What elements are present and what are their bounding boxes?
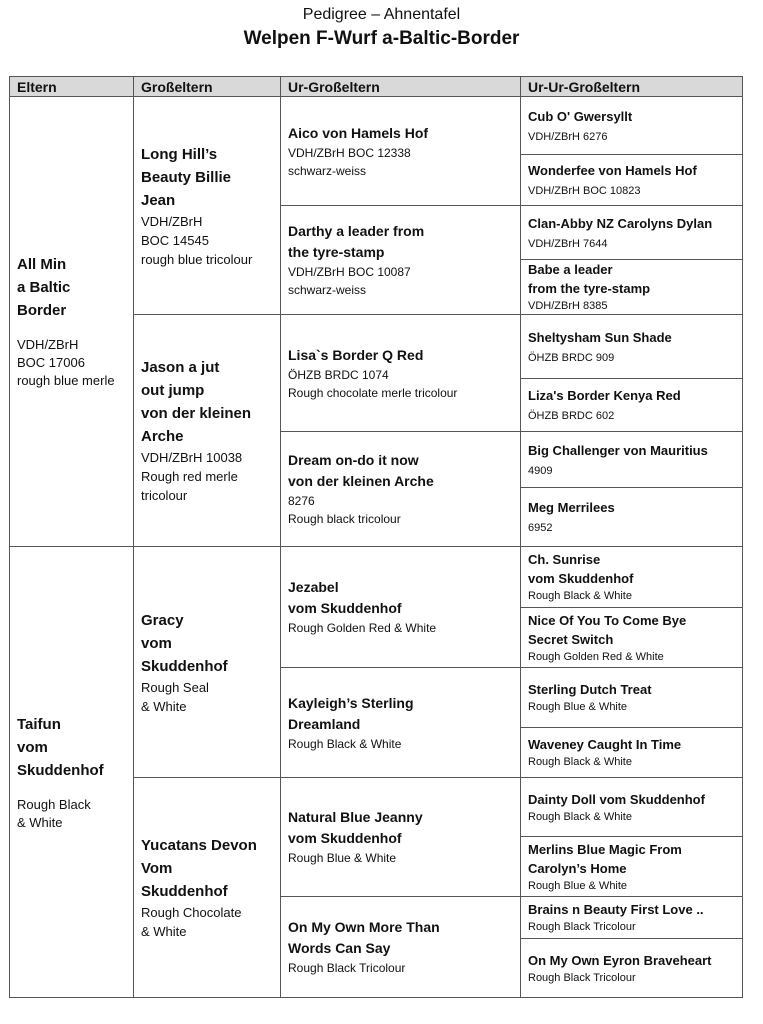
great-great-grandparent-name: Nice Of You To Come Bye Secret Switch bbox=[528, 612, 687, 647]
great-great-grandparent-details: Rough Black Tricolour bbox=[528, 921, 636, 933]
great-great-grandparent-cell bbox=[521, 728, 743, 778]
great-great-grandparent-name: Ch. Sunrise vom Skuddenhof bbox=[528, 552, 634, 586]
great-great-grandparent-name: Brains n Beauty First Love .. bbox=[528, 902, 704, 917]
great-grandparent-name: Darthy a leader from the tyre-stamp bbox=[288, 223, 425, 260]
great-great-grandparent-cell bbox=[521, 608, 743, 668]
header-row bbox=[10, 77, 743, 97]
grandparent-name: Jason a jut out jump von der kleinen Arche bbox=[141, 359, 252, 445]
great-great-grandparent-name: On My Own Eyron Braveheart bbox=[528, 952, 712, 968]
great-great-grandparent-details: 4909 bbox=[528, 464, 553, 477]
grandparent-details: Rough Chocolate & White bbox=[141, 905, 242, 939]
great-great-grandparent-cell bbox=[521, 379, 743, 432]
great-great-grandparent-details: VDH/ZBrH 8385 bbox=[528, 300, 608, 312]
great-grandparent-name: Lisa`s Border Q Red bbox=[288, 346, 424, 363]
great-great-grandparent-name: Sterling Dutch Treat bbox=[528, 682, 652, 697]
document-subtitle: Pedigree – Ahnentafel bbox=[302, 6, 461, 23]
great-grandparent-cell bbox=[281, 97, 521, 206]
parent-name: Taifun vom Skuddenhof bbox=[17, 715, 104, 779]
great-grandparent-cell bbox=[281, 668, 521, 778]
great-great-grandparent-name: Clan-Abby NZ Carolyns Dylan bbox=[528, 215, 713, 231]
grandparent-cell bbox=[134, 547, 281, 778]
great-grandparent-cell bbox=[281, 206, 521, 315]
great-grandparent-name: Natural Blue Jeanny vom Skuddenhof bbox=[288, 809, 423, 846]
great-grandparent-cell bbox=[281, 897, 521, 998]
great-grandparent-cell bbox=[281, 315, 521, 432]
great-great-grandparent-cell bbox=[521, 668, 743, 728]
great-grandparent-details: VDH/ZBrH BOC 10087 schwarz-weiss bbox=[288, 265, 411, 297]
column-header-ur-ur-grosseltern: Ur-Ur-Großeltern bbox=[521, 77, 743, 97]
grandparent-cell bbox=[134, 778, 281, 998]
great-great-grandparent-details: VDH/ZBrH 7644 bbox=[528, 237, 608, 250]
great-great-grandparent-name: Waveney Caught In Time bbox=[528, 737, 682, 752]
great-great-grandparent-cell bbox=[521, 97, 743, 155]
grandparent-cell bbox=[134, 97, 281, 315]
grandparent-name: Gracy vom Skuddenhof bbox=[141, 611, 228, 675]
great-great-grandparent-name: Meg Merrilees bbox=[528, 500, 615, 515]
great-great-grandparent-name: Wonderfee von Hamels Hof bbox=[528, 163, 697, 178]
great-great-grandparent-cell bbox=[521, 778, 743, 837]
great-great-grandparent-details: Rough Black Tricolour bbox=[528, 971, 636, 984]
great-grandparent-details: 8276 Rough black tricolour bbox=[288, 494, 401, 526]
column-header-ur-grosseltern: Ur-Großeltern bbox=[281, 77, 521, 97]
great-great-grandparent-name: Babe a leader from the tyre-stamp bbox=[528, 262, 651, 296]
great-great-grandparent-cell bbox=[521, 897, 743, 939]
great-great-grandparent-cell bbox=[521, 315, 743, 379]
great-great-grandparent-details: VDH/ZBrH 6276 bbox=[528, 130, 608, 143]
column-header-grosseltern: Großeltern bbox=[134, 77, 281, 97]
grandparent-details: Rough Seal & White bbox=[141, 679, 209, 714]
great-great-grandparent-details: 6952 bbox=[528, 522, 553, 534]
great-grandparent-cell bbox=[281, 547, 521, 668]
great-great-grandparent-cell bbox=[521, 155, 743, 206]
great-great-grandparent-name: Sheltysham Sun Shade bbox=[528, 329, 672, 345]
great-great-grandparent-cell bbox=[521, 432, 743, 488]
document-title: Welpen F-Wurf a-Baltic-Border bbox=[243, 28, 520, 49]
pedigree-table bbox=[9, 76, 743, 998]
great-great-grandparent-name: Merlins Blue Magic From Carolyn’s Home bbox=[528, 841, 682, 876]
parent-cell-dam bbox=[10, 547, 134, 998]
great-great-grandparent-details: ÖHZB BRDC 602 bbox=[528, 410, 615, 422]
great-great-grandparent-details: Rough Golden Red & White bbox=[528, 650, 664, 663]
great-great-grandparent-name: Dainty Doll vom Skuddenhof bbox=[528, 791, 705, 807]
grandparent-details: VDH/ZBrH BOC 14545 rough blue tricolour bbox=[141, 213, 253, 267]
great-great-grandparent-cell bbox=[521, 260, 743, 315]
great-grandparent-details: ÖHZB BRDC 1074 Rough chocolate merle tricolour bbox=[288, 367, 458, 400]
great-grandparent-name: Dream on-do it now von der kleinen Arche bbox=[288, 452, 434, 489]
great-great-grandparent-details: Rough Black & White bbox=[528, 590, 632, 602]
great-grandparent-name: On My Own More Than Words Can Say bbox=[288, 919, 440, 956]
great-great-grandparent-details: Rough Blue & White bbox=[528, 879, 628, 892]
great-great-grandparent-cell bbox=[521, 939, 743, 998]
great-grandparent-name: Kayleigh’s Sterling Dreamland bbox=[288, 694, 414, 732]
great-grandparent-cell bbox=[281, 432, 521, 547]
great-great-grandparent-details: VDH/ZBrH BOC 10823 bbox=[528, 185, 641, 197]
great-grandparent-details: Rough Black Tricolour bbox=[288, 961, 406, 975]
column-header-eltern: Eltern bbox=[10, 77, 134, 97]
great-grandparent-name: Aico von Hamels Hof bbox=[288, 124, 429, 141]
great-grandparent-details: Rough Golden Red & White bbox=[288, 621, 437, 635]
great-great-grandparent-details: Rough Black & White bbox=[528, 756, 632, 768]
great-grandparent-details: Rough Blue & White bbox=[288, 851, 397, 865]
great-great-grandparent-cell bbox=[521, 206, 743, 260]
great-great-grandparent-details: Rough Blue & White bbox=[528, 701, 628, 713]
great-grandparent-details: Rough Black & White bbox=[288, 736, 402, 751]
grandparent-cell bbox=[134, 315, 281, 547]
great-grandparent-cell bbox=[281, 778, 521, 897]
parent-cell-sire bbox=[10, 97, 134, 547]
grandparent-name: Yucatans Devon Vom Skuddenhof bbox=[141, 837, 257, 900]
great-grandparent-name: Jezabel vom Skuddenhof bbox=[288, 579, 402, 616]
great-great-grandparent-details: ÖHZB BRDC 909 bbox=[528, 351, 615, 364]
great-great-grandparent-name: Cub O' Gwersyllt bbox=[528, 108, 633, 124]
parent-details: VDH/ZBrH BOC 17006 rough blue merle bbox=[17, 337, 115, 388]
grandparent-details: VDH/ZBrH 10038 Rough red merle tricolour bbox=[141, 450, 243, 503]
great-great-grandparent-details: Rough Black & White bbox=[528, 810, 632, 823]
great-great-grandparent-cell bbox=[521, 837, 743, 897]
great-great-grandparent-cell bbox=[521, 547, 743, 608]
great-great-grandparent-cell bbox=[521, 488, 743, 547]
grandparent-name: Long Hill’s Beauty Billie Jean bbox=[141, 145, 232, 209]
parent-details: Rough Black & White bbox=[17, 796, 91, 830]
parent-name: All Min a Baltic Border bbox=[17, 256, 71, 319]
great-grandparent-details: VDH/ZBrH BOC 12338 schwarz-weiss bbox=[288, 145, 411, 178]
great-great-grandparent-name: Big Challenger von Mauritius bbox=[528, 442, 708, 458]
great-great-grandparent-name: Liza's Border Kenya Red bbox=[528, 388, 681, 403]
